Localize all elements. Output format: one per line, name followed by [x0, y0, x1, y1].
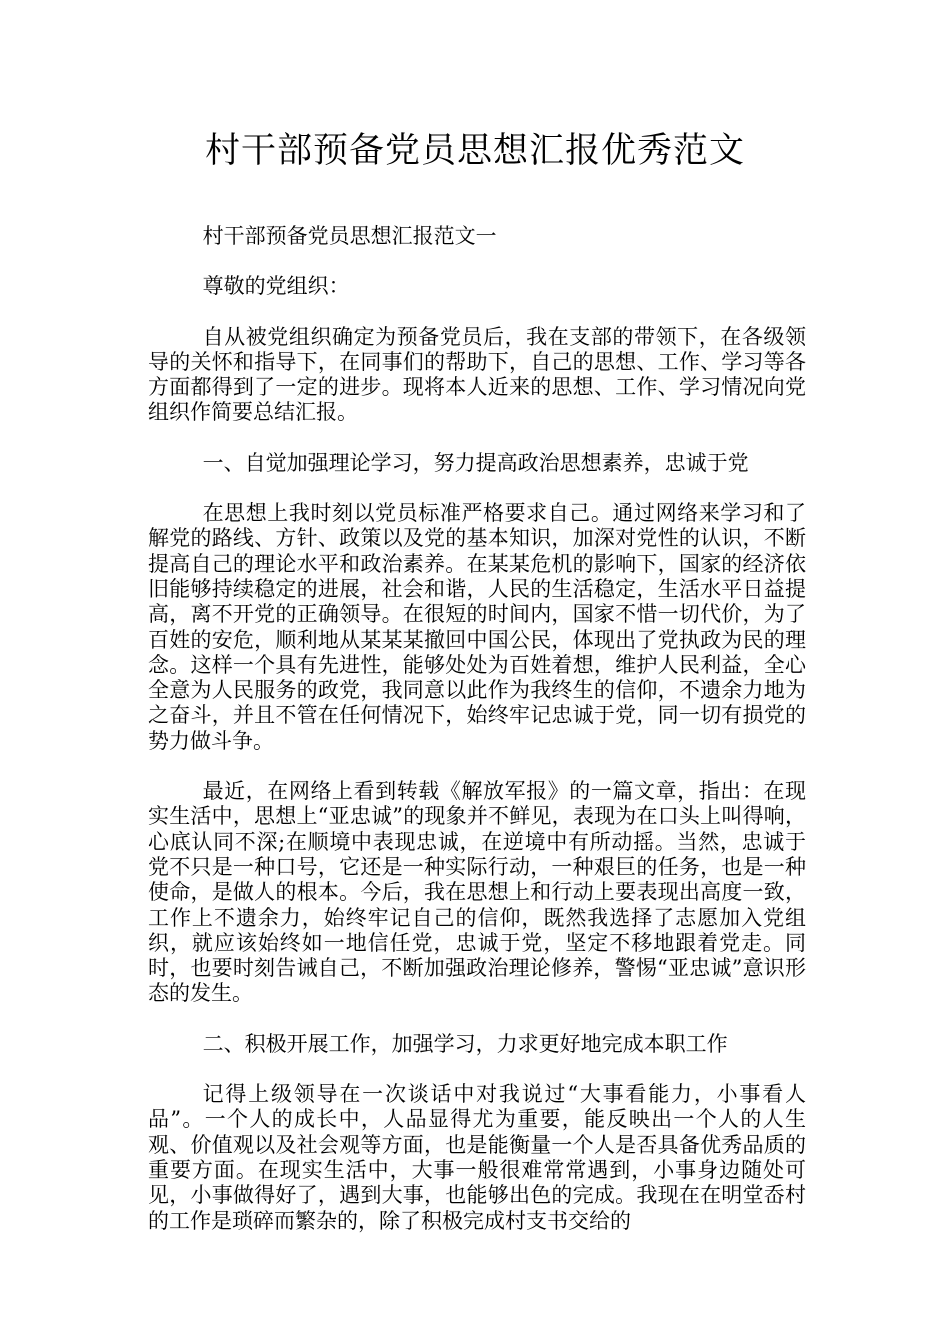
- salutation: 尊敬的党组织：: [202, 274, 350, 299]
- body-paragraph: 自从被党组织确定为预备党员后，我在支部的带领下，在各级领导的关怀和指导下，在同事们的帮助下，自己的思想、工作、学习等各方面都得到了一定的进步。现将本人近来的思想、工作、学习情况向党组织作简要总结汇报。: [148, 324, 806, 425]
- document-body: [148, 224, 806, 1259]
- section-heading: 一、自觉加强理论学习，努力提高政治思想素养，忠诚于党: [202, 450, 749, 475]
- body-paragraph: 在思想上我时刻以党员标准严格要求自己。通过网络来学习和了解党的路线、方针、政策以及党的基本知识，加深对党性的认识，不断提高自己的理论水平和政治素养。在某某危机的影响下，国家的经济依旧能够持续稳定的进展，社会和谐，人民的生活稳定，生活水平日益提高，离不开党的正确领导。在很短的时间内，国家不惜一切代价，为了百姓的安危，顺利地从某某某撤回中国公民，体现出了党执政为民的理念。这样一个具有先进性，能够处处为百姓着想，维护人民利益，全心全意为人民服务的政党，我同意以此作为我终生的信仰，不遗余力地为之奋斗，并且不管在任何情况下，始终牢记忠诚于党，同一切有损党的势力做斗争。: [148, 501, 806, 753]
- body-paragraph: 最近，在网络上看到转载《解放军报》的一篇文章，指出：在现实生活中，思想上“亚忠诚”的现象并不鲜见，表现为在口头上叫得响，心底认同不深;在顺境中表现忠诚，在逆境中有所动摇。当然，忠诚于党不只是一种口号，它还是一种实际行动，一种艰巨的任务，也是一种使命，是做人的根本。今后，我在思想上和行动上要表现出高度一致，工作上不遗余力，始终牢记自己的信仰，既然我选择了志愿加入党组织，就应该始终如一地信任党，忠诚于党，坚定不移地跟着党走。同时，也要时刻告诫自己，不断加强政治理论修养，警惕“亚忠诚”意识形态的发生。: [148, 779, 806, 1006]
- section-heading: 村干部预备党员思想汇报范文一: [202, 224, 497, 248]
- section-heading: 二、积极开展工作，加强学习，力求更好地完成本职工作: [202, 1031, 728, 1056]
- body-paragraph: 记得上级领导在一次谈话中对我说过“大事看能力，小事看人品”。一个人的成长中，人品显得尤为重要，能反映出一个人的人生观、价值观以及社会观等方面，也是能衡量一个人是否具备优秀品质的重要方面。在现实生活中，大事一般很难常常遇到，小事身边随处可见，小事做得好了，遇到大事，也能够出色的完成。我现在在明堂岙村的工作是琐碎而繁杂的，除了积极完成村支书交给的: [148, 1082, 806, 1233]
- document-title: 村干部预备党员思想汇报优秀范文: [204, 131, 745, 171]
